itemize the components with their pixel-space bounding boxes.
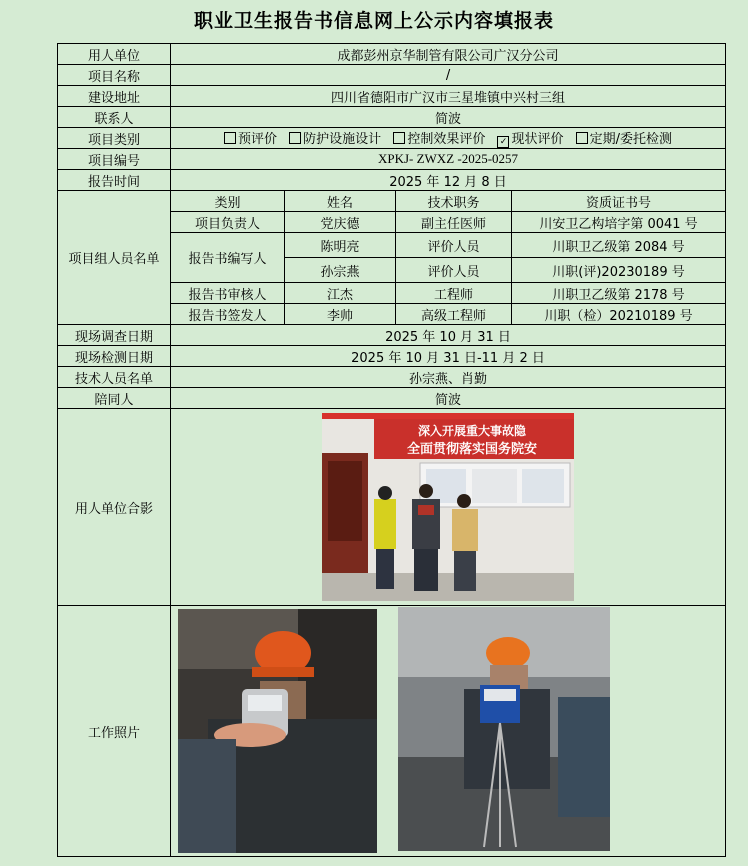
banner-text-1: 深入开展重大事故隐 <box>417 424 527 438</box>
team-header-title: 技术职务 <box>396 191 512 212</box>
info-table <box>57 43 726 857</box>
team-cert: 川安卫乙构培字第 0041 号 <box>512 212 726 233</box>
row-test-date <box>58 346 726 367</box>
label-accompany: 陪同人 <box>58 388 171 409</box>
label-project-name: 项目名称 <box>58 65 171 86</box>
banner-text-2: 全面贯彻落实国务院安 <box>406 442 538 457</box>
label-technicians: 技术人员名单 <box>58 367 171 388</box>
team-cert: 川职卫乙级第 2178 号 <box>512 283 726 304</box>
row-survey-date <box>58 325 726 346</box>
checkbox-icon[interactable] <box>224 132 236 144</box>
team-title: 评价人员 <box>396 258 512 283</box>
group-photo-cell <box>171 409 726 606</box>
value-employer: 成都彭州京华制管有限公司广汉分公司 <box>171 44 726 65</box>
row-contact <box>58 107 726 128</box>
label-project-no: 项目编号 <box>58 149 171 170</box>
row-project-name <box>58 65 726 86</box>
row-report-time <box>58 170 726 191</box>
option-pre-eval[interactable]: 预评价 <box>224 132 277 147</box>
team-header-role: 类别 <box>171 191 285 212</box>
value-technicians: 孙宗燕、肖勤 <box>171 367 726 388</box>
team-title: 副主任医师 <box>396 212 512 233</box>
label-work-photos: 工作照片 <box>58 606 171 857</box>
label-contact: 联系人 <box>58 107 171 128</box>
checkbox-icon[interactable] <box>393 132 405 144</box>
value-contact: 简波 <box>171 107 726 128</box>
team-name: 李帅 <box>285 304 396 325</box>
label-employer: 用人单位 <box>58 44 171 65</box>
value-report-time: 2025 年 12 月 8 日 <box>171 170 726 191</box>
row-technicians <box>58 367 726 388</box>
checkbox-icon[interactable] <box>576 132 588 144</box>
team-role: 报告书审核人 <box>171 283 285 304</box>
team-header-name: 姓名 <box>285 191 396 212</box>
row-project-no <box>58 149 726 170</box>
team-name: 孙宗燕 <box>285 258 396 283</box>
label-address: 建设地址 <box>58 86 171 107</box>
team-name: 党庆德 <box>285 212 396 233</box>
value-test-date: 2025 年 10 月 31 日-11 月 2 日 <box>171 346 726 367</box>
team-role: 报告书签发人 <box>171 304 285 325</box>
team-header-cert: 资质证书号 <box>512 191 726 212</box>
value-accompany: 简波 <box>171 388 726 409</box>
page-title: 职业卫生报告书信息网上公示内容填报表 <box>193 10 554 32</box>
team-cert: 川职卫乙级第 2084 号 <box>512 233 726 258</box>
value-project-no: XPKJ- ZWXZ -2025-0257 <box>171 149 726 170</box>
row-team-header <box>58 191 726 212</box>
row-address <box>58 86 726 107</box>
team-name: 江杰 <box>285 283 396 304</box>
group-photo <box>322 413 574 601</box>
option-periodic-test[interactable]: 定期/委托检测 <box>576 132 672 147</box>
team-title: 评价人员 <box>396 233 512 258</box>
team-title: 高级工程师 <box>396 304 512 325</box>
label-test-date: 现场检测日期 <box>58 346 171 367</box>
label-report-time: 报告时间 <box>58 170 171 191</box>
category-options <box>171 128 726 149</box>
team-cert: 川职（检）20210189 号 <box>512 304 726 325</box>
value-project-name: / <box>171 65 726 86</box>
checkbox-icon[interactable] <box>289 132 301 144</box>
label-survey-date: 现场调查日期 <box>58 325 171 346</box>
row-category <box>58 128 726 149</box>
team-name: 陈明亮 <box>285 233 396 258</box>
row-group-photo <box>58 409 726 606</box>
label-team: 项目组人员名单 <box>58 191 171 325</box>
work-photo-2 <box>398 607 610 851</box>
row-accompany <box>58 388 726 409</box>
option-control-eval[interactable]: 控制效果评价 <box>393 132 485 147</box>
option-protection-design[interactable]: 防护设施设计 <box>289 132 381 147</box>
value-survey-date: 2025 年 10 月 31 日 <box>171 325 726 346</box>
option-current-eval[interactable]: ✓ 现状评价 <box>497 132 563 147</box>
team-cert: 川职(评)20230189 号 <box>512 258 726 283</box>
checkbox-checked-icon[interactable]: ✓ <box>497 136 509 148</box>
label-category: 项目类别 <box>58 128 171 149</box>
row-employer <box>58 44 726 65</box>
label-group-photo: 用人单位合影 <box>58 409 171 606</box>
value-address: 四川省德阳市广汉市三星堆镇中兴村三组 <box>171 86 726 107</box>
team-role: 报告书编写人 <box>171 233 285 283</box>
row-work-photos <box>58 606 726 857</box>
team-role: 项目负责人 <box>171 212 285 233</box>
work-photo-1 <box>178 609 377 853</box>
team-title: 工程师 <box>396 283 512 304</box>
work-photos-cell <box>171 606 726 857</box>
